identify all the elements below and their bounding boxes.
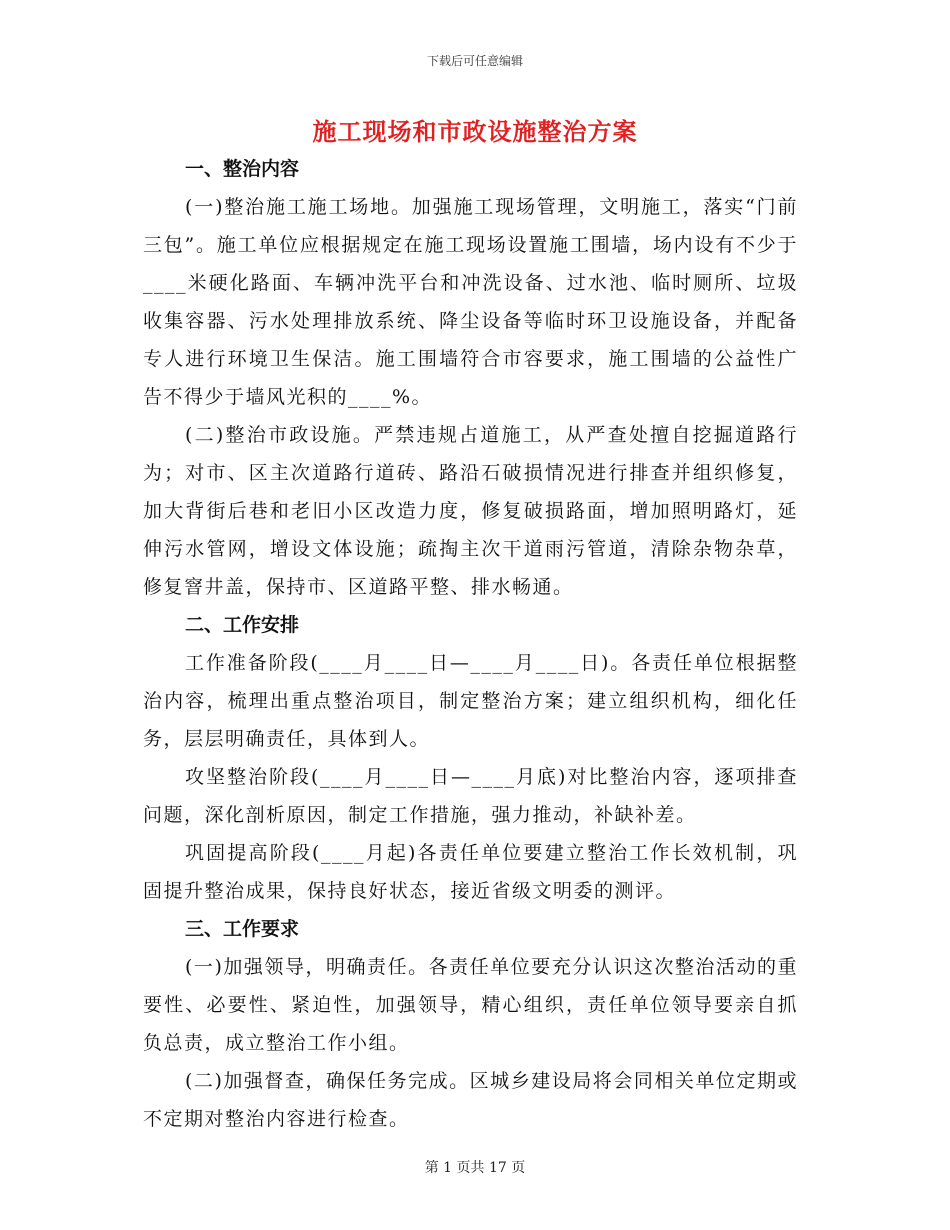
section-heading: 三、工作要求 — [185, 918, 300, 940]
paragraph: (一)加强领导，明确责任。各责任单位要充分认识这次整治活动的重要性、必要性、紧迫性，加强领导，精心组织，责任单位领导要亲自抓负总责，成立整治工作小组。 — [143, 956, 798, 1054]
paragraph: (二)加强督查，确保任务完成。区城乡建设局将会同相关单位定期或不定期对整治内容进行检查。 — [143, 1070, 798, 1130]
paragraph: 攻坚整治阶段(____月____日—____月底)对比整治内容，逐项排查问题，深化剖析原因，制定工作措施，强力推动，补缺补差。 — [143, 766, 798, 826]
paragraph: (二)整治市政设施。严禁违规占道施工，从严查处擅自挖掘道路行为；对市、区主次道路行道砖、路沿石破损情况进行排查并组织修复，加大背街后巷和老旧小区改造力度，修复破损路面，增加照明路灯，延伸污水管网，增设文体设施；疏掏主次干道雨污管道，清除杂物杂草，修复窨井盖，保持市、区道路平整、排水畅通。 — [143, 424, 798, 598]
section-content — [143, 150, 798, 606]
section-arrangement — [143, 606, 798, 910]
section-heading: 二、工作安排 — [185, 614, 300, 636]
paragraph: (一)整治施工施工场地。加强施工现场管理，文明施工，落实“门前三包”。施工单位应根据规定在施工现场设置施工围墙，场内设有不少于____米硬化路面、车辆冲洗平台和冲洗设备、过水池、临时厕所、垃圾收集容器、污水处理排放系统、降尘设备等临时环卫设施设备，并配备专人进行环境卫生保洁。施工围墙符合市容要求，施工围墙的公益性广告不得少于墙风光积的____%。 — [143, 196, 798, 408]
document-body — [143, 150, 798, 1138]
section-heading: 一、整治内容 — [185, 158, 300, 180]
paragraph: 工作准备阶段(____月____日—____月____日)。各责任单位根据整治内容，梳理出重点整治项目，制定整治方案；建立组织机构，细化任务，层层明确责任，具体到人。 — [143, 652, 798, 750]
section-requirements — [143, 910, 798, 1138]
document-title: 施工现场和市政设施整治方案 — [312, 117, 638, 146]
paragraph: 巩固提高阶段(____月起)各责任单位要建立整治工作长效机制，巩固提升整治成果，保持良好状态，接近省级文明委的测评。 — [143, 842, 798, 902]
page-footer: 第 1 页共 17 页 — [424, 1160, 526, 1176]
header-note: 下载后可任意编辑 — [426, 54, 523, 68]
